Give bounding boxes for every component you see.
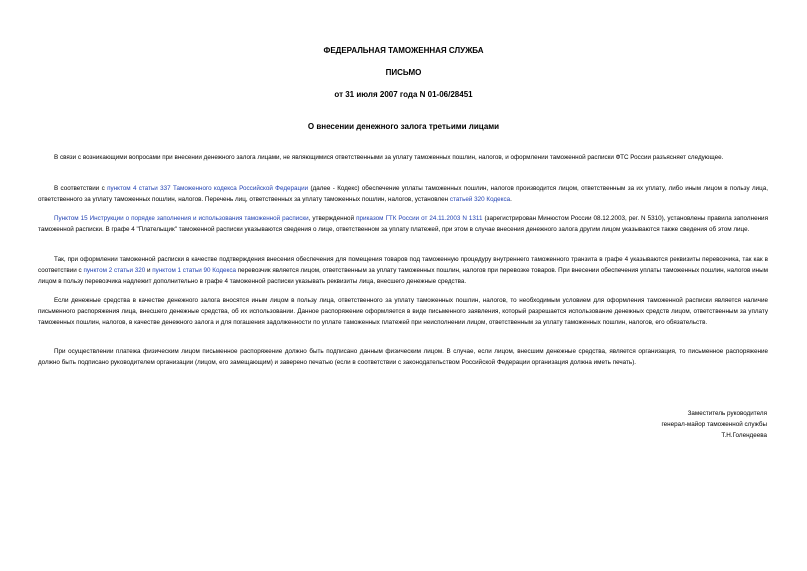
- paragraph-2-text: .: [510, 196, 512, 203]
- paragraph-3-text: , утвержденной: [308, 215, 357, 222]
- link-article-90-p1[interactable]: пунктом 1 статьи 90 Кодекса: [152, 267, 236, 274]
- link-instruction-p15[interactable]: Пунктом 15 Инструкции о порядке заполнения и использования таможенной расписки: [54, 215, 309, 222]
- paragraph-4: [38, 254, 768, 287]
- agency-title: ФЕДЕРАЛЬНАЯ ТАМОЖЕННАЯ СЛУЖБА: [323, 46, 484, 55]
- doc-subject: О внесении денежного залога третьими лицами: [307, 122, 500, 131]
- link-article-320-p2[interactable]: пунктом 2 статьи 320: [83, 267, 146, 274]
- paragraph-2: [38, 183, 768, 205]
- paragraph-4-text: Так, при оформлении таможенной расписки в качестве подтверждения внесения обеспечения для помещения товаров под таможенную процедуру внутреннего таможенного транзита в графе 4 указываются реквизиты перевозчика, так как в соответствии с: [38, 256, 768, 274]
- paragraph-1-text: В связи с возникающими вопросами при внесении денежного залога лицами, не являющимися ответственными за уплату таможенных пошлин, налогов, и оформлении таможенной расписки ФТС России разъясняет следующее.: [54, 154, 724, 161]
- paragraph-5-text: Если денежные средства в качестве денежного залога вносятся иным лицом в пользу лица, ответственного за уплату таможенных пошлин, налогов, то необходимым условием для оформления таможенной расписки является наличие письменного распоряжения лица, внесшего денежные средства, об их использовании. Данное распоряжение оформляется в виде письменного заявления, который разрешается использование денежных средств лицом, ответственным за уплату таможенных пошлин, налогов, в качестве денежного залога и для погашения задолженности по уплате таможенных платежей при неисполнении лицом, ответственным за уплату таможенных пошлин, налогов, его обязательств.: [38, 297, 768, 326]
- paragraph-2-text: (далее - Кодекс) обеспечение уплаты таможенных пошлин, налогов производится лицом, ответственным за их уплату, либо иным лицом в пользу лица, ответственного за уплату таможенных пошлин, налогов. Перечень лиц, ответственных за уплату таможенных пошлин, налогов, установлен: [38, 185, 768, 203]
- link-article-337[interactable]: пунктом 4 статьи 337 Таможенного кодекса Российской Федерации: [107, 185, 309, 192]
- paragraph-5: [38, 295, 768, 328]
- doc-type: ПИСЬМО: [385, 68, 422, 77]
- paragraph-1: [38, 152, 768, 163]
- signature-rank: генерал-майор таможенной службы: [661, 421, 767, 428]
- paragraph-6: [38, 346, 768, 368]
- signature-position: Заместитель руководителя: [687, 410, 767, 417]
- paragraph-4-text: перевозчик является лицом, ответственным за уплату таможенных пошлин, налогов при перевозке товаров. При внесении обеспечения уплаты таможенных пошлин, налогов иным лицом в пользу перевозчика надлежит дополнительно в графе 4 таможенной расписки указывать реквизиты лица, внесшего денежные средства.: [38, 267, 768, 285]
- paragraph-2-text: В соответствии с: [54, 185, 108, 192]
- paragraph-4-text: и: [145, 267, 153, 274]
- signature-name: Т.Н.Голендеева: [721, 432, 767, 439]
- link-article-320[interactable]: статьей 320 Кодекса: [449, 196, 511, 203]
- link-order-1311[interactable]: приказом ГТК России от 24.11.2003 N 1311: [356, 215, 483, 222]
- doc-date-number: от 31 июля 2007 года N 01-06/28451: [334, 90, 473, 99]
- paragraph-3: [38, 213, 768, 235]
- paragraph-6-text: При осуществлении платежа физическим лицом письменное распоряжение должно быть подписано данным физическим лицом. В случае, если лицом, внесшим денежные средства, является организация, то письменное распоряжение должно быть подписано руководителем организации (лицом, его замещающим) и заверено печатью (если в соответствии с законодательством Российской Федерации организация должна иметь печать).: [38, 348, 768, 366]
- paragraph-3-text: (зарегистрирован Минюстом России 08.12.2003, рег. N 5310), установлены правила заполнения таможенной расписки. В графе 4 "Плательщик" таможенной расписки указываются сведения о лице, ответственном за уплату платежей, при этом в случае внесения денежного залога другим лицом указываются также сведения об этом лице.: [38, 215, 768, 233]
